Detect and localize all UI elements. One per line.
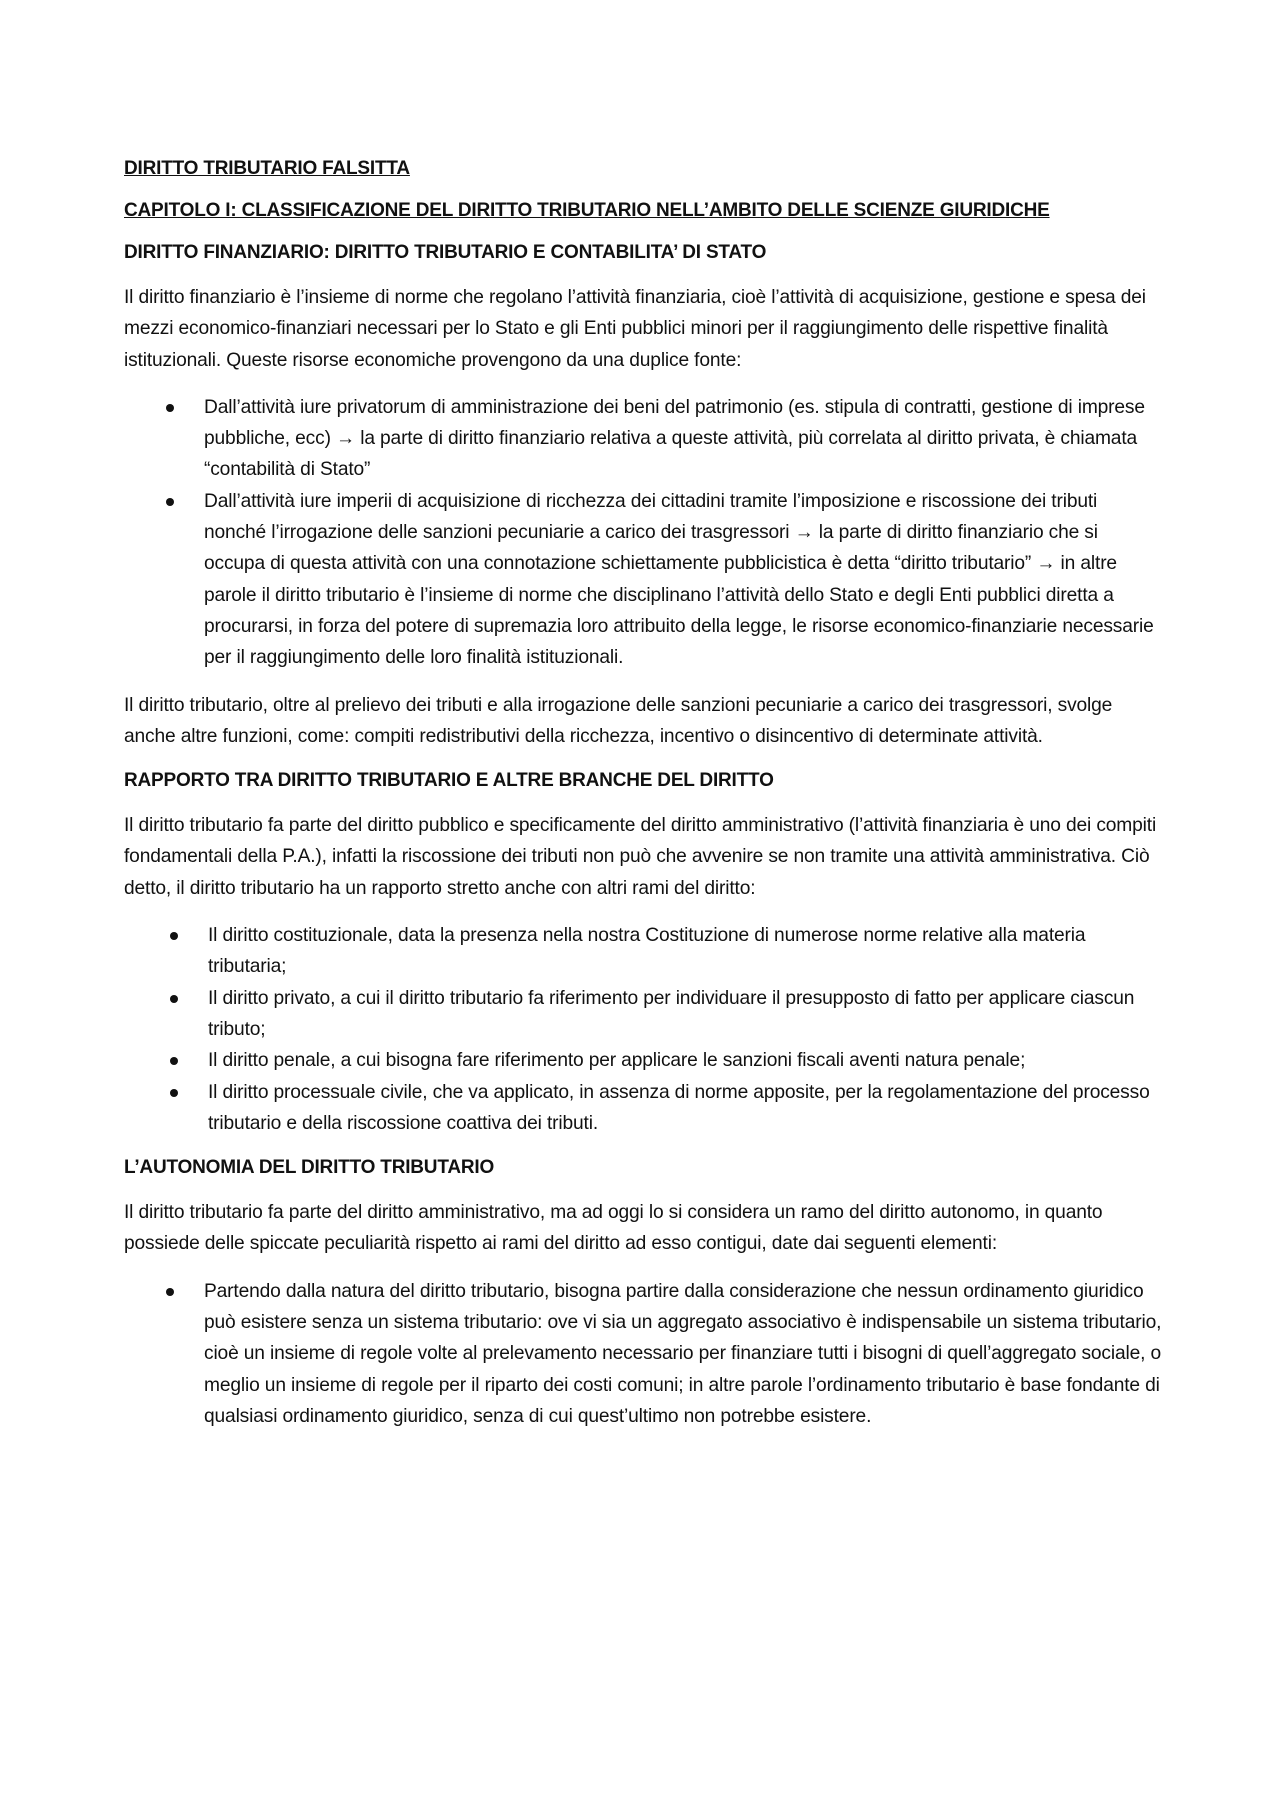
section-heading-diritto-finanziario: DIRITTO FINANZIARIO: DIRITTO TRIBUTARIO E CONTABILITA’ DI STATO	[124, 242, 767, 263]
section-paragraph: Il diritto tributario fa parte del diritto amministrativo, ma ad oggi lo si considera un ramo del diritto autonomo, in quanto possiede delle spiccate peculiarità rispetto ai rami del diritto ad esso contigui, date dai seguenti elementi:	[124, 1202, 1103, 1255]
list-item-text: Il diritto costituzionale, data la presenza nella nostra Costituzione di numerose norme relative alla materia tributaria;	[208, 925, 1086, 978]
bullet-icon	[166, 1288, 174, 1296]
list-item	[124, 920, 1164, 983]
list-item-text: Dall’attività iure privatorum di amministrazione dei beni del patrimonio (es. stipula di contratti, gestione di imprese pubbliche, ecc) → la parte di diritto finanziario relativa a queste attività, più correlata al diritto privata, è chiamata “contabilità di Stato”	[204, 396, 1145, 481]
list-item	[124, 486, 1164, 674]
bullet-icon	[170, 932, 178, 940]
list-item	[124, 392, 1164, 486]
chapter-title: CAPITOLO I: CLASSIFICAZIONE DEL DIRITTO TRIBUTARIO NELL’AMBITO DELLE SCIENZE GIURIDICHE	[124, 200, 1050, 221]
list-item	[124, 1045, 1164, 1076]
list-item	[124, 983, 1164, 1046]
list-item-text: Il diritto privato, a cui il diritto tributario fa riferimento per individuare il presupposto di fatto per applicare ciascun tributo;	[208, 987, 1135, 1040]
list-item-text: Dall’attività iure imperii di acquisizione di ricchezza dei cittadini tramite l’imposizione e riscossione dei tributi nonché l’irrogazione delle sanzioni pecuniarie a carico dei trasgressori → la parte di diritto finanziario che si occupa di questa attività con una connotazione schiettamente pubblicistica è detta “diritto tributario” → in altre parole il diritto tributario è l’insieme di norme che disciplinano l’attività dello Stato e degli Enti pubblici diretta a procurarsi, in forza del potere di supremazia loro attribuito della legge, le risorse economico-finanziarie necessarie per il raggiungimento delle loro finalità istituzionali.	[204, 490, 1154, 669]
section-paragraph: Il diritto finanziario è l’insieme di norme che regolano l’attività finanziaria, cioè l’attività di acquisizione, gestione e spesa dei mezzi economico-finanziari necessari per lo Stato e gli Enti pubblici minori per il raggiungimento delle rispettive finalità istituzionali. Queste risorse economiche provengono da una duplice fonte:	[124, 287, 1146, 371]
bullet-list	[124, 392, 1164, 674]
bullet-list	[124, 920, 1164, 1139]
bullet-icon	[170, 1057, 178, 1065]
list-item	[124, 1276, 1164, 1432]
section-heading-rapporto: RAPPORTO TRA DIRITTO TRIBUTARIO E ALTRE BRANCHE DEL DIRITTO	[124, 770, 774, 792]
bullet-icon	[170, 995, 178, 1003]
list-item-text: Il diritto processuale civile, che va applicato, in assenza di norme apposite, per la regolamentazione del processo tributario e della riscossione coattiva dei tributi.	[208, 1081, 1150, 1134]
bullet-list	[124, 1276, 1164, 1432]
bullet-icon	[166, 404, 174, 412]
section-paragraph: Il diritto tributario fa parte del diritto pubblico e specificamente del diritto amministrativo (l’attività finanziaria è uno dei compiti fondamentali della P.A.), infatti la riscossione dei tributi non può che avvenire se non tramite una attività amministrativa. Ciò detto, il diritto tributario ha un rapporto stretto anche con altri rami del diritto:	[124, 815, 1157, 899]
section-heading-autonomia: L’AUTONOMIA DEL DIRITTO TRIBUTARIO	[124, 1157, 495, 1179]
list-item-text: Il diritto penale, a cui bisogna fare riferimento per applicare le sanzioni fiscali aventi natura penale;	[208, 1050, 1026, 1072]
section-paragraph: Il diritto tributario, oltre al prelievo dei tributi e alla irrogazione delle sanzioni pecuniarie a carico dei trasgressori, svolge anche altre funzioni, come: compiti redistributivi della ricchezza, incentivo o disincentivo di determinate attività.	[124, 694, 1113, 747]
document-title: DIRITTO TRIBUTARIO FALSITTA	[124, 158, 410, 179]
list-item-text: Partendo dalla natura del diritto tributario, bisogna partire dalla considerazione che nessun ordinamento giuridico può esistere senza un sistema tributario: ove vi sia un aggregato associativo è indispensabile un sistema tributario, cioè un insieme di regole volte al prelevamento necessario per finanziare tutti i bisogni di quell’aggregato sociale, o meglio un insieme di regole per il riparto dei costi comuni; in altre parole l’ordinamento tributario è base fondante di qualsiasi ordinamento giuridico, senza di cui quest’ultimo non potrebbe esistere.	[204, 1280, 1162, 1427]
list-item	[124, 1077, 1164, 1140]
bullet-icon	[170, 1089, 178, 1097]
document-page	[124, 156, 1164, 1448]
bullet-icon	[166, 498, 174, 506]
